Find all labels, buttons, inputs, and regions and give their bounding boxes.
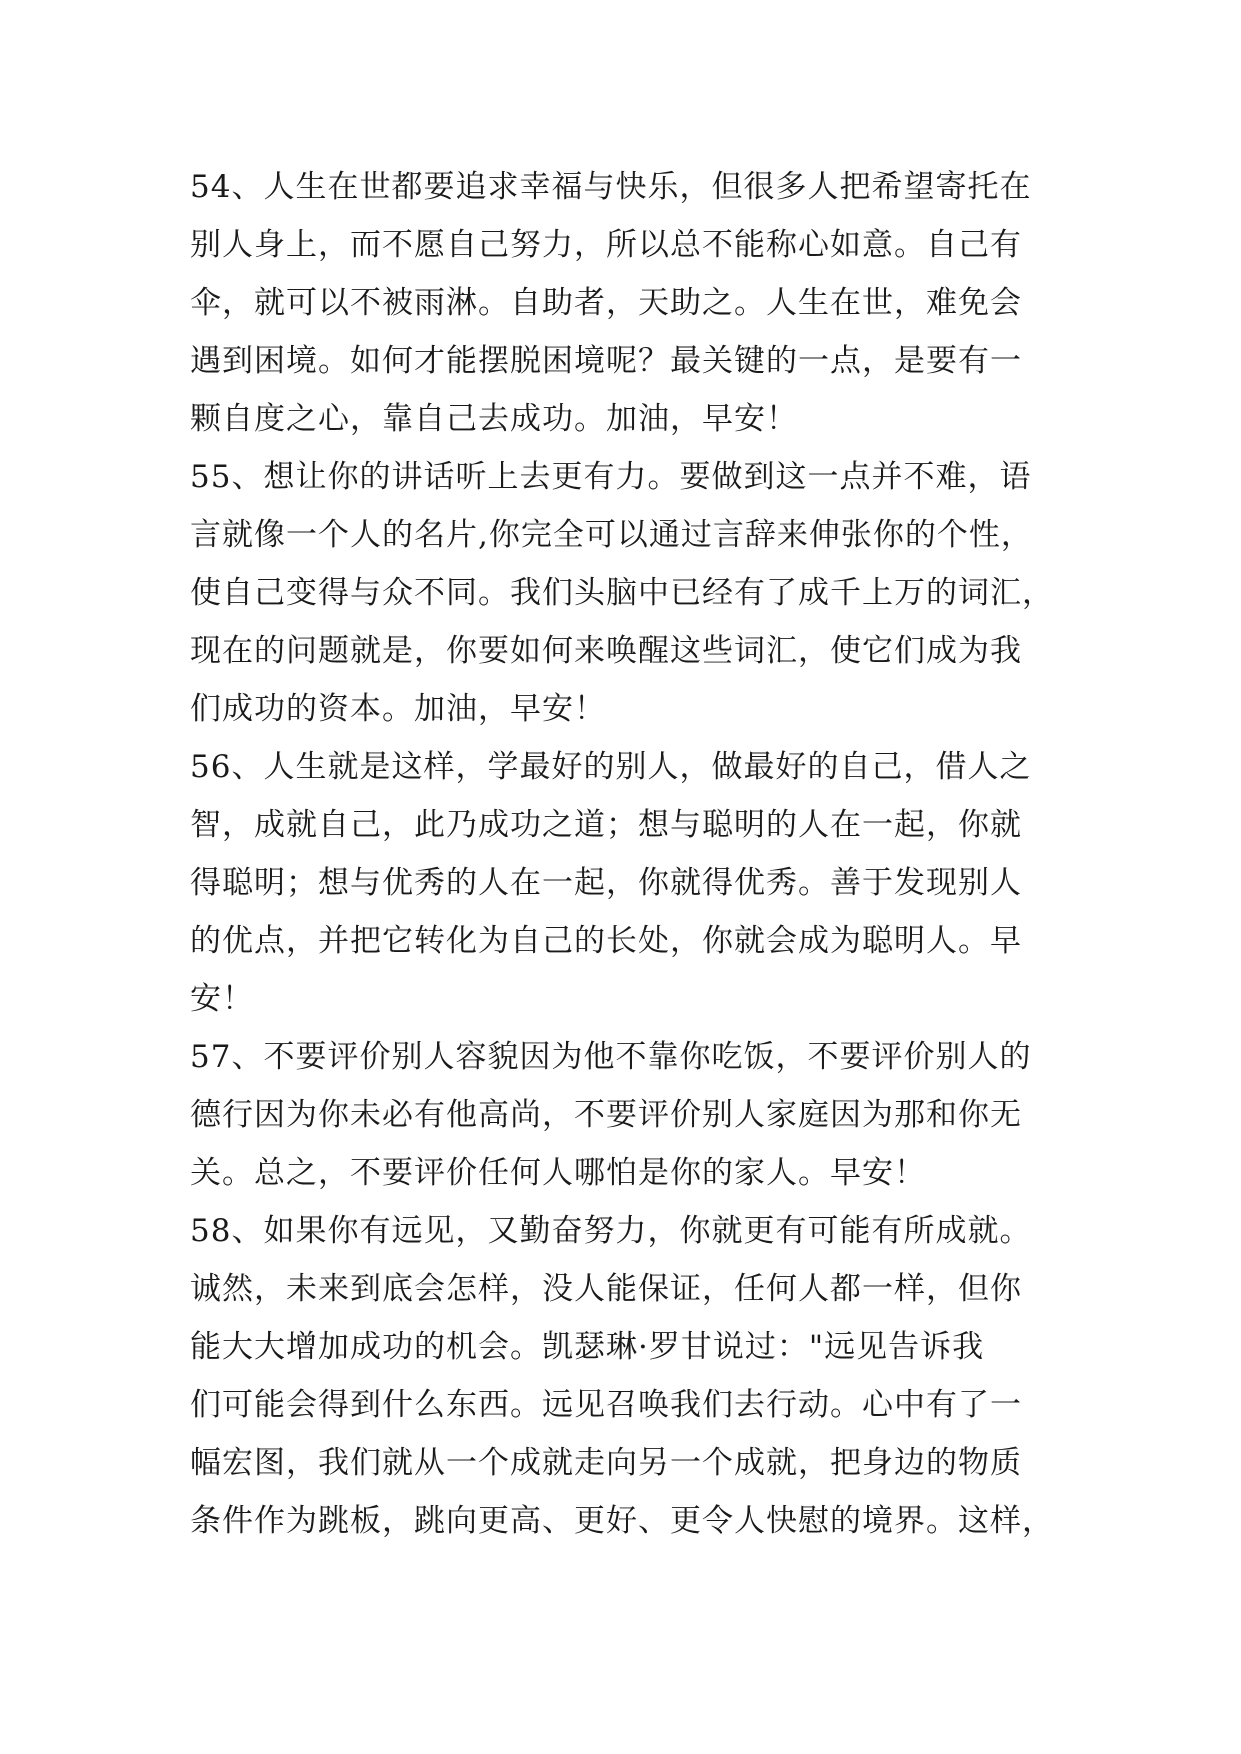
text-line: 关。总之，不要评价任何人哪怕是你的家人。早安！: [190, 1155, 926, 1191]
text-line: 能大大增加成功的机会。凯瑟琳·罗甘说过："远见告诉我: [190, 1329, 985, 1365]
text-line: 安！: [190, 981, 254, 1017]
text-line: 们可能会得到什么东西。远见召唤我们去行动。心中有了一: [190, 1387, 1022, 1423]
text-line: 德行因为你未必有他高尚，不要评价别人家庭因为那和你无: [190, 1097, 1022, 1133]
text-line: 55、想让你的讲话听上去更有力。要做到这一点并不难，语: [190, 459, 1032, 495]
document-body: [190, 158, 1090, 1550]
text-line: 智，成就自己，此乃成功之道；想与聪明的人在一起，你就: [190, 807, 1022, 843]
text-line: 幅宏图，我们就从一个成就走向另一个成就，把身边的物质: [190, 1445, 1022, 1481]
text-line: 颗自度之心，靠自己去成功。加油，早安！: [190, 401, 798, 437]
text-line: 现在的问题就是，你要如何来唤醒这些词汇，使它们成为我: [190, 633, 1022, 669]
text-line: 条件作为跳板，跳向更高、更好、更令人快慰的境界。这样，: [190, 1503, 1054, 1539]
text-line: 58、如果你有远见，又勤奋努力，你就更有可能有所成就。: [190, 1213, 1032, 1249]
text-line: 使自己变得与众不同。我们头脑中已经有了成千上万的词汇，: [190, 575, 1054, 611]
text-line: 54、人生在世都要追求幸福与快乐，但很多人把希望寄托在: [190, 169, 1032, 205]
text-line: 遇到困境。如何才能摆脱困境呢？最关键的一点，是要有一: [190, 343, 1022, 379]
text-line: 们成功的资本。加油，早安！: [190, 691, 606, 727]
text-line: 诚然，未来到底会怎样，没人能保证，任何人都一样，但你: [190, 1271, 1022, 1307]
text-line: 57、不要评价别人容貌因为他不靠你吃饭，不要评价别人的: [190, 1039, 1032, 1075]
text-line: 伞，就可以不被雨淋。自助者，天助之。人生在世，难免会: [190, 285, 1022, 321]
text-line: 得聪明；想与优秀的人在一起，你就得优秀。善于发现别人: [190, 865, 1022, 901]
text-line: 的优点，并把它转化为自己的长处，你就会成为聪明人。早: [190, 923, 1022, 959]
text-line: 言就像一个人的名片,你完全可以通过言辞来伸张你的个性，: [190, 517, 1033, 553]
text-line: 别人身上，而不愿自己努力，所以总不能称心如意。自己有: [190, 227, 1022, 263]
text-line: 56、人生就是这样，学最好的别人，做最好的自己，借人之: [190, 749, 1032, 785]
